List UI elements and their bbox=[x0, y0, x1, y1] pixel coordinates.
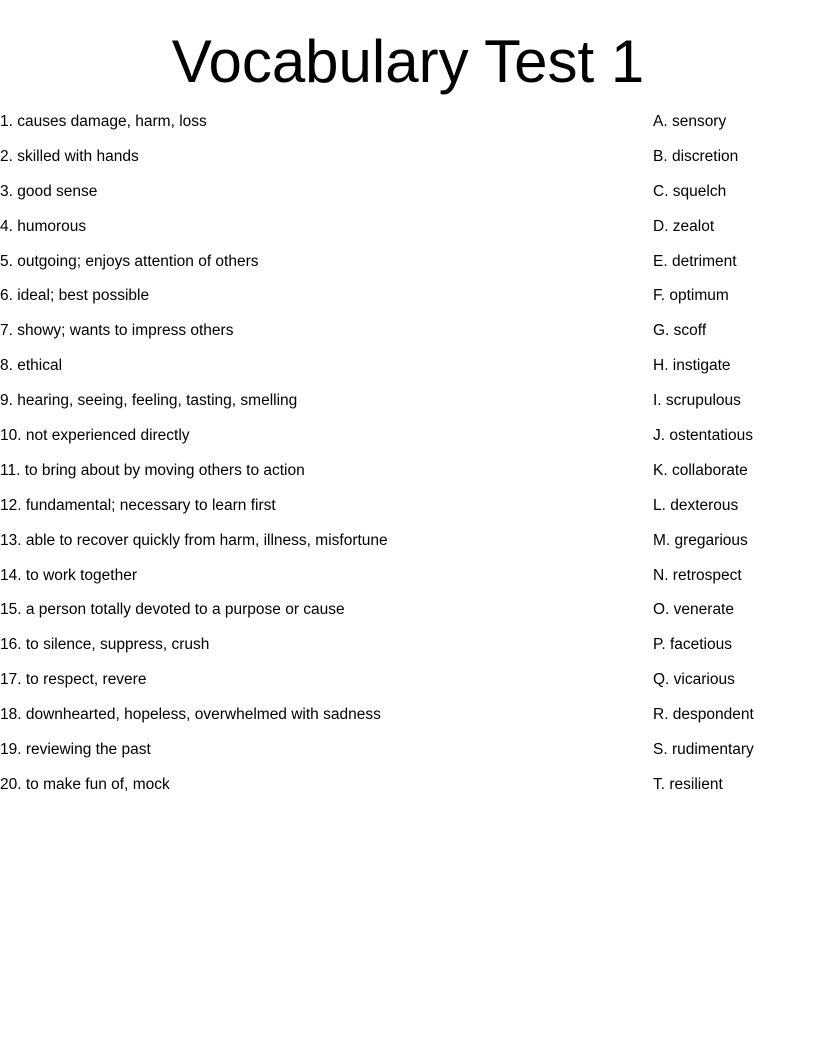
answer-item: J. ostentatious bbox=[653, 427, 753, 445]
definition-item: 16. to silence, suppress, crush bbox=[0, 636, 210, 654]
definition-item: 9. hearing, seeing, feeling, tasting, smelling bbox=[0, 392, 298, 410]
answer-item: O. venerate bbox=[653, 601, 734, 619]
answer-item: H. instigate bbox=[653, 357, 731, 375]
answer-item: K. collaborate bbox=[653, 461, 748, 479]
answer-item: I. scrupulous bbox=[653, 392, 741, 410]
definition-item: 7. showy; wants to impress others bbox=[0, 322, 234, 340]
definition-item: 5. outgoing; enjoys attention of others bbox=[0, 252, 259, 270]
definition-item: 19. reviewing the past bbox=[0, 741, 151, 759]
definition-item: 6. ideal; best possible bbox=[0, 287, 150, 305]
answer-item: S. rudimentary bbox=[653, 741, 754, 759]
answer-item: G. scoff bbox=[653, 322, 707, 340]
answer-item: C. squelch bbox=[653, 182, 727, 200]
answer-item: L. dexterous bbox=[653, 496, 739, 514]
answer-item: N. retrospect bbox=[653, 566, 742, 584]
answer-item: P. facetious bbox=[653, 636, 732, 654]
answer-item: Q. vicarious bbox=[653, 671, 735, 689]
answer-list bbox=[653, 112, 813, 810]
definition-item: 13. able to recover quickly from harm, illness, misfortune bbox=[0, 531, 388, 549]
answer-item: F. optimum bbox=[653, 287, 729, 305]
answer-item: D. zealot bbox=[653, 217, 715, 235]
definition-item: 15. a person totally devoted to a purpose or cause bbox=[0, 601, 345, 619]
definition-item: 11. to bring about by moving others to action bbox=[0, 461, 305, 479]
page-title: Vocabulary Test 1 bbox=[171, 28, 645, 95]
answer-item: B. discretion bbox=[653, 147, 739, 165]
definition-item: 10. not experienced directly bbox=[0, 427, 190, 445]
definition-item: 2. skilled with hands bbox=[0, 147, 139, 165]
definition-item: 8. ethical bbox=[0, 357, 63, 375]
definition-item: 18. downhearted, hopeless, overwhelmed with sadness bbox=[0, 706, 381, 724]
definition-item: 1. causes damage, harm, loss bbox=[0, 113, 207, 130]
answer-item: T. resilient bbox=[653, 775, 723, 793]
answer-item: R. despondent bbox=[653, 706, 754, 724]
definition-item: 3. good sense bbox=[0, 182, 98, 200]
definition-list bbox=[0, 112, 600, 810]
definition-item: 12. fundamental; necessary to learn first bbox=[0, 496, 276, 514]
definition-item: 17. to respect, revere bbox=[0, 671, 147, 689]
answer-item: A. sensory bbox=[653, 113, 727, 130]
definition-item: 20. to make fun of, mock bbox=[0, 775, 170, 793]
answer-item: E. detriment bbox=[653, 252, 737, 270]
answer-item: M. gregarious bbox=[653, 531, 748, 549]
definition-item: 14. to work together bbox=[0, 566, 137, 584]
definition-item: 4. humorous bbox=[0, 217, 87, 235]
